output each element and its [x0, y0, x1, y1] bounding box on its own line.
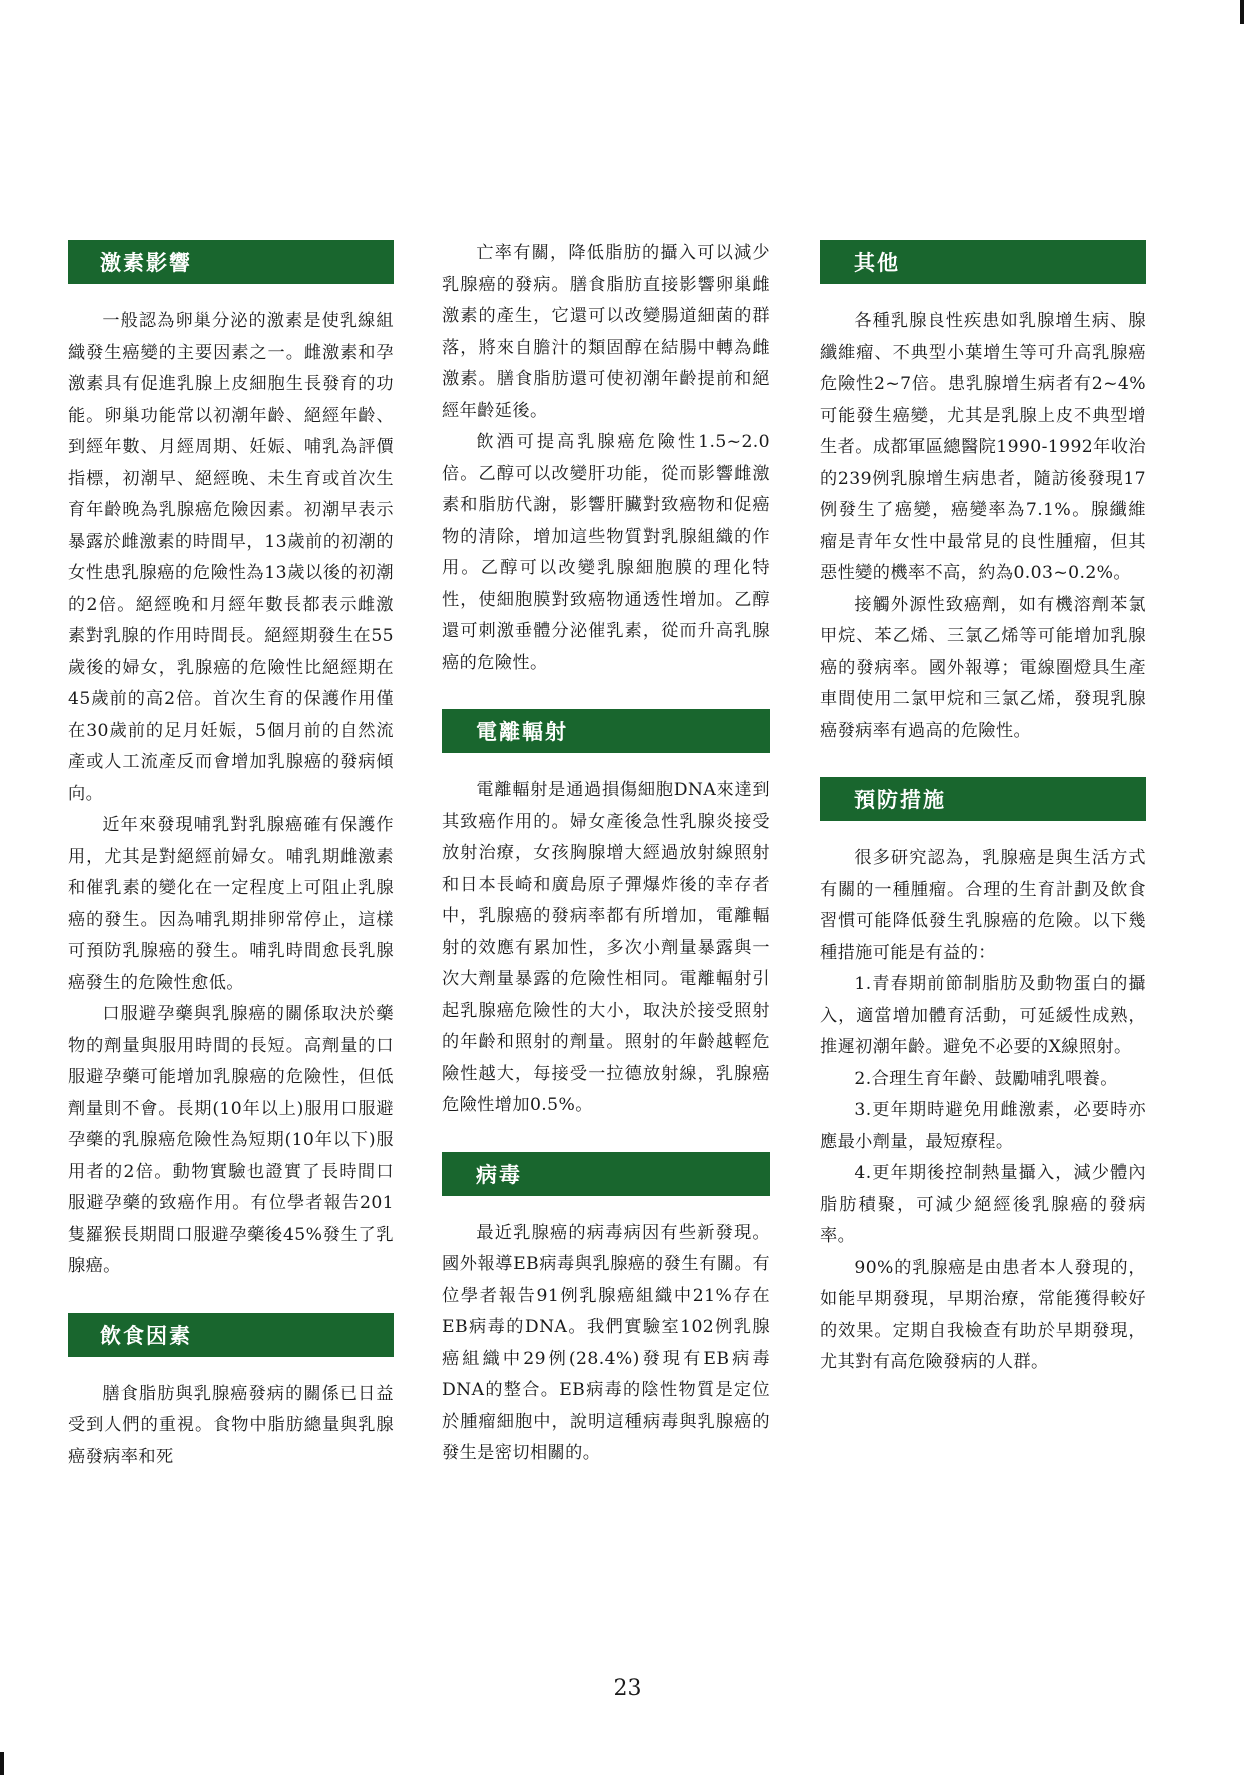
paragraph: 一般認為卵巢分泌的激素是使乳線組織發生癌變的主要因素之一。雌激素和孕激素具有促進乳腺上皮細胞生長發育的功能。卵巢功能常以初潮年齡、絕經年齡、到經年數、月經周期、妊娠、哺乳為評價指標，初潮早、絕經晚、未生育或首次生育年齡晚為乳腺癌危險因素。初潮早表示暴露於雌激素的時間早，13歲前的初潮的女性患乳腺癌的危險性為13歲以後的初潮的2倍。絕經晚和月經年數長都表示雌激素對乳腺的作用時間長。絕經期發生在55歲後的婦女，乳腺癌的危險性比絕經期在45歲前的高2倍。首次生育的保護作用僅在30歲前的足月妊娠，5個月前的自然流產或人工流產反而會增加乳腺癌的發病傾向。 [68, 311, 394, 804]
paragraph: 接觸外源性致癌劑，如有機溶劑苯氯甲烷、苯乙烯、三氯乙烯等可能增加乳腺癌的發病率。國外報導；電線圈燈具生產車間使用二氯甲烷和三氯乙烯，發現乳腺癌發病率有過高的危險性。 [820, 594, 1146, 741]
column-3 [820, 240, 1146, 1379]
paragraph: 口服避孕藥與乳腺癌的關係取決於藥物的劑量與服用時間的長短。高劑量的口服避孕藥可能增加乳腺癌的危險性，但低劑量則不會。長期(10年以上)服用口服避孕藥的乳腺癌危險性為短期(10年以下)服用者的2倍。動物實驗也證實了長時間口服避孕藥的致癌作用。有位學者報告201隻羅猴長期間口服避孕藥後45%發生了乳腺癌。 [68, 1004, 394, 1276]
paragraph: 90%的乳腺癌是由患者本人發現的，如能早期發現，早期治療，常能獲得較好的效果。定期自我檢查有助於早期發現，尤其對有高危險發病的人群。 [820, 1257, 1146, 1372]
paragraph: 近年來發現哺乳對乳腺癌確有保護作用，尤其是對絕經前婦女。哺乳期雌激素和催乳素的變化在一定程度上可阻止乳腺癌的發生。因為哺乳期排卵常停止，這樣可預防乳腺癌的發生。哺乳時間愈長乳腺癌發生的危險性愈低。 [68, 815, 394, 993]
scan-edge-mark [1240, 0, 1244, 24]
paragraph: 4.更年期後控制熱量攝入，減少體內脂肪積聚，可減少絕經後乳腺癌的發病率。 [820, 1163, 1146, 1246]
paragraph: 很多研究認為，乳腺癌是與生活方式有關的一種腫瘤。合理的生育計劃及飲食習慣可能降低發生乳腺癌的危險。以下幾種措施可能是有益的： [820, 848, 1146, 963]
column-2 [442, 238, 770, 1470]
paragraph: 1.青春期前節制脂肪及動物蛋白的攝入，適當增加體育活動，可延緩性成熟，推遲初潮年齡。避免不必要的X線照射。 [820, 974, 1146, 1057]
section-heading-virus: 病毒 [442, 1152, 770, 1196]
paragraph: 3.更年期時避免用雌激素，必要時亦應最小劑量，最短療程。 [820, 1100, 1146, 1152]
paragraph: 各種乳腺良性疾患如乳腺增生病、腺纖維瘤、不典型小葉增生等可升高乳腺癌危險性2~7倍。患乳腺增生病者有2~4%可能發生癌變，尤其是乳腺上皮不典型增生者。成都軍區總醫院1990-1992年收治的239例乳腺增生病患者，隨訪後發現17例發生了癌變，癌變率為7.1%。腺纖維瘤是青年女性中最常見的良性腫瘤，但其惡性變的機率不高，約為0.03~0.2%。 [820, 311, 1146, 583]
paragraph: 2.合理生育年齡、鼓勵哺乳喂養。 [854, 1068, 1118, 1089]
column-1 [68, 240, 394, 1473]
paragraph: 最近乳腺癌的病毒病因有些新發現。國外報導EB病毒與乳腺癌的發生有關。有位學者報告91例乳腺癌組織中21%存在EB病毒的DNA。我們實驗室102例乳腺癌組織中29例(28.4%)發現有EB病毒DNA的整合。EB病毒的陰性物質是定位於腫瘤細胞中，說明這種病毒與乳腺癌的發生是密切相關的。 [442, 1222, 770, 1463]
page-number: 23 [613, 1676, 642, 1701]
paragraph: 亡率有關，降低脂肪的攝入可以減少乳腺癌的發病。膳食脂肪直接影響卵巢雌激素的產生，它還可以改變腸道細菌的群落，將來自膽汁的類固醇在結腸中轉為雌激素。膳食脂肪還可使初潮年齡提前和絕經年齡延後。 [442, 243, 770, 421]
scan-edge-mark [0, 1752, 4, 1775]
section-heading-hormones: 激素影響 [68, 240, 394, 284]
section-heading-other: 其他 [820, 240, 1146, 284]
section-heading-radiation: 電離輻射 [442, 709, 770, 753]
paragraph: 膳食脂肪與乳腺癌發病的關係已日益受到人們的重視。食物中脂肪總量與乳腺癌發病率和死 [68, 1383, 394, 1467]
paragraph: 飲酒可提高乳腺癌危險性1.5~2.0倍。乙醇可以改變肝功能，從而影響雌激素和脂肪代謝，影響肝臟對致癌物和促癌物的清除，增加這些物質對乳腺組織的作用。乙醇可以改變乳腺細胞膜的理化特性，使細胞膜對致癌物通透性增加。乙醇還可刺激垂體分泌催乳素，從而升高乳腺癌的危險性。 [442, 432, 770, 673]
section-heading-prevention: 預防措施 [820, 777, 1146, 821]
paragraph: 電離輻射是通過損傷細胞DNA來達到其致癌作用的。婦女產後急性乳腺炎接受放射治療，女孩胸腺增大經過放射線照射和日本長崎和廣島原子彈爆炸後的幸存者中，乳腺癌的發病率都有所增加，電離輻射的效應有累加性，多次小劑量暴露與一次大劑量暴露的危險性相同。電離輻射引起乳腺癌危險性的大小，取決於接受照射的年齡和照射的劑量。照射的年齡越輕危險性越大，每接受一拉德放射線，乳腺癌危險性增加0.5%。 [442, 780, 770, 1115]
section-heading-diet: 飲食因素 [68, 1313, 394, 1357]
